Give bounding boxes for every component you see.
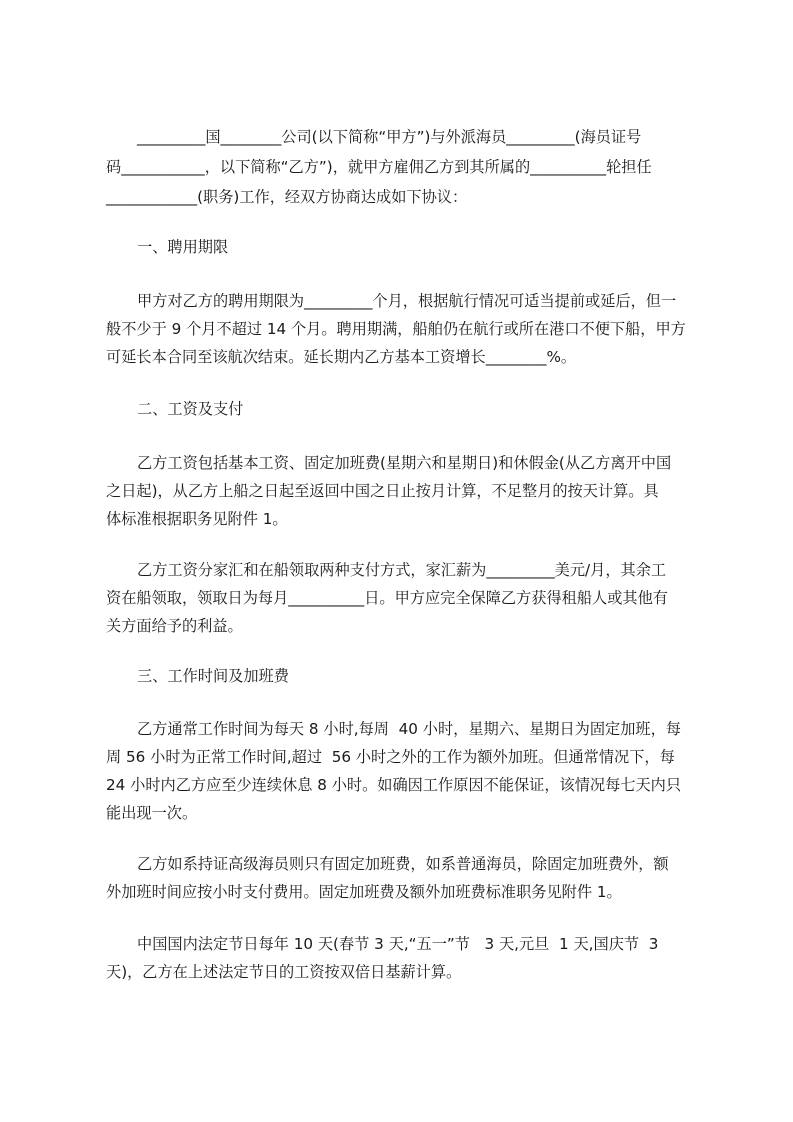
section-2-para-2-line-2: 资在船领取，领取日为每月__________日。甲方应完全保障乙方获得租船人或其他有 bbox=[106, 589, 668, 607]
section-2-para-1-line-2: 之日起)，从乙方上船之日起至返回中国之日止按月计算，不足整月的按天计算。具 bbox=[106, 482, 659, 500]
section-2-heading: 二、工资及支付 bbox=[137, 400, 244, 418]
section-3-para-3-line-2: 天)，乙方在上述法定节日的工资按双倍日基薪计算。 bbox=[106, 963, 462, 981]
section-2-para-2-line-3: 关方面给予的利益。 bbox=[106, 617, 243, 635]
intro-line-3: ____________(职务)工作，经双方协商达成如下协议： bbox=[106, 188, 468, 206]
intro-line-1: _________国________公司(以下简称“甲方”)与外派海员_________(海员证号 bbox=[137, 128, 642, 146]
section-3-para-1-line-2: 周 56 小时为正常工作时间,超过 56 小时之外的工作为额外加班。但通常情况下，每 bbox=[106, 748, 675, 766]
section-1-para-1-line-2: 般不少于 9 个月不超过 14 个月。聘用期满，船舶仍在航行或所在港口不便下船，甲方 bbox=[106, 320, 686, 338]
section-3-heading: 三、工作时间及加班费 bbox=[137, 667, 289, 685]
section-1-para-1-line-1: 甲方对乙方的聘用期限为_________个月，根据航行情况可适当提前或延后，但一 bbox=[137, 292, 677, 310]
section-3-para-3-line-1: 中国国内法定节日每年 10 天(春节 3 天,“五一”节 3 天,元旦 1 天,国庆节 3 bbox=[137, 935, 659, 953]
section-2-para-1-line-3: 体标准根据职务见附件 1。 bbox=[106, 510, 288, 528]
section-3-para-2-line-2: 外加班时间应按小时支付费用。固定加班费及额外加班费标准职务见附件 1。 bbox=[106, 883, 622, 901]
intro-line-2: 码___________，以下简称“乙方”)，就甲方雇佣乙方到其所属的__________轮担任 bbox=[106, 158, 652, 176]
section-3-para-1-line-1: 乙方通常工作时间为每天 8 小时,每周 40 小时，星期六、星期日为固定加班，每 bbox=[137, 720, 681, 738]
section-1-para-1-line-3: 可延长本合同至该航次结束。延长期内乙方基本工资增长________%。 bbox=[106, 348, 577, 366]
section-3-para-1-line-3: 24 小时内乙方应至少连续休息 8 小时。如确因工作原因不能保证，该情况每七天内只 bbox=[106, 776, 682, 794]
section-3-para-2-line-1: 乙方如系持证高级海员则只有固定加班费，如系普通海员，除固定加班费外，额 bbox=[137, 855, 669, 873]
section-1-heading: 一、聘用期限 bbox=[137, 238, 229, 256]
section-3-para-1-line-4: 能出现一次。 bbox=[106, 804, 198, 822]
section-2-para-1-line-1: 乙方工资包括基本工资、固定加班费(星期六和星期日)和休假金(从乙方离开中国 bbox=[137, 454, 672, 472]
section-2-para-2-line-1: 乙方工资分家汇和在船领取两种支付方式，家汇薪为_________美元/月，其余工 bbox=[137, 561, 667, 579]
